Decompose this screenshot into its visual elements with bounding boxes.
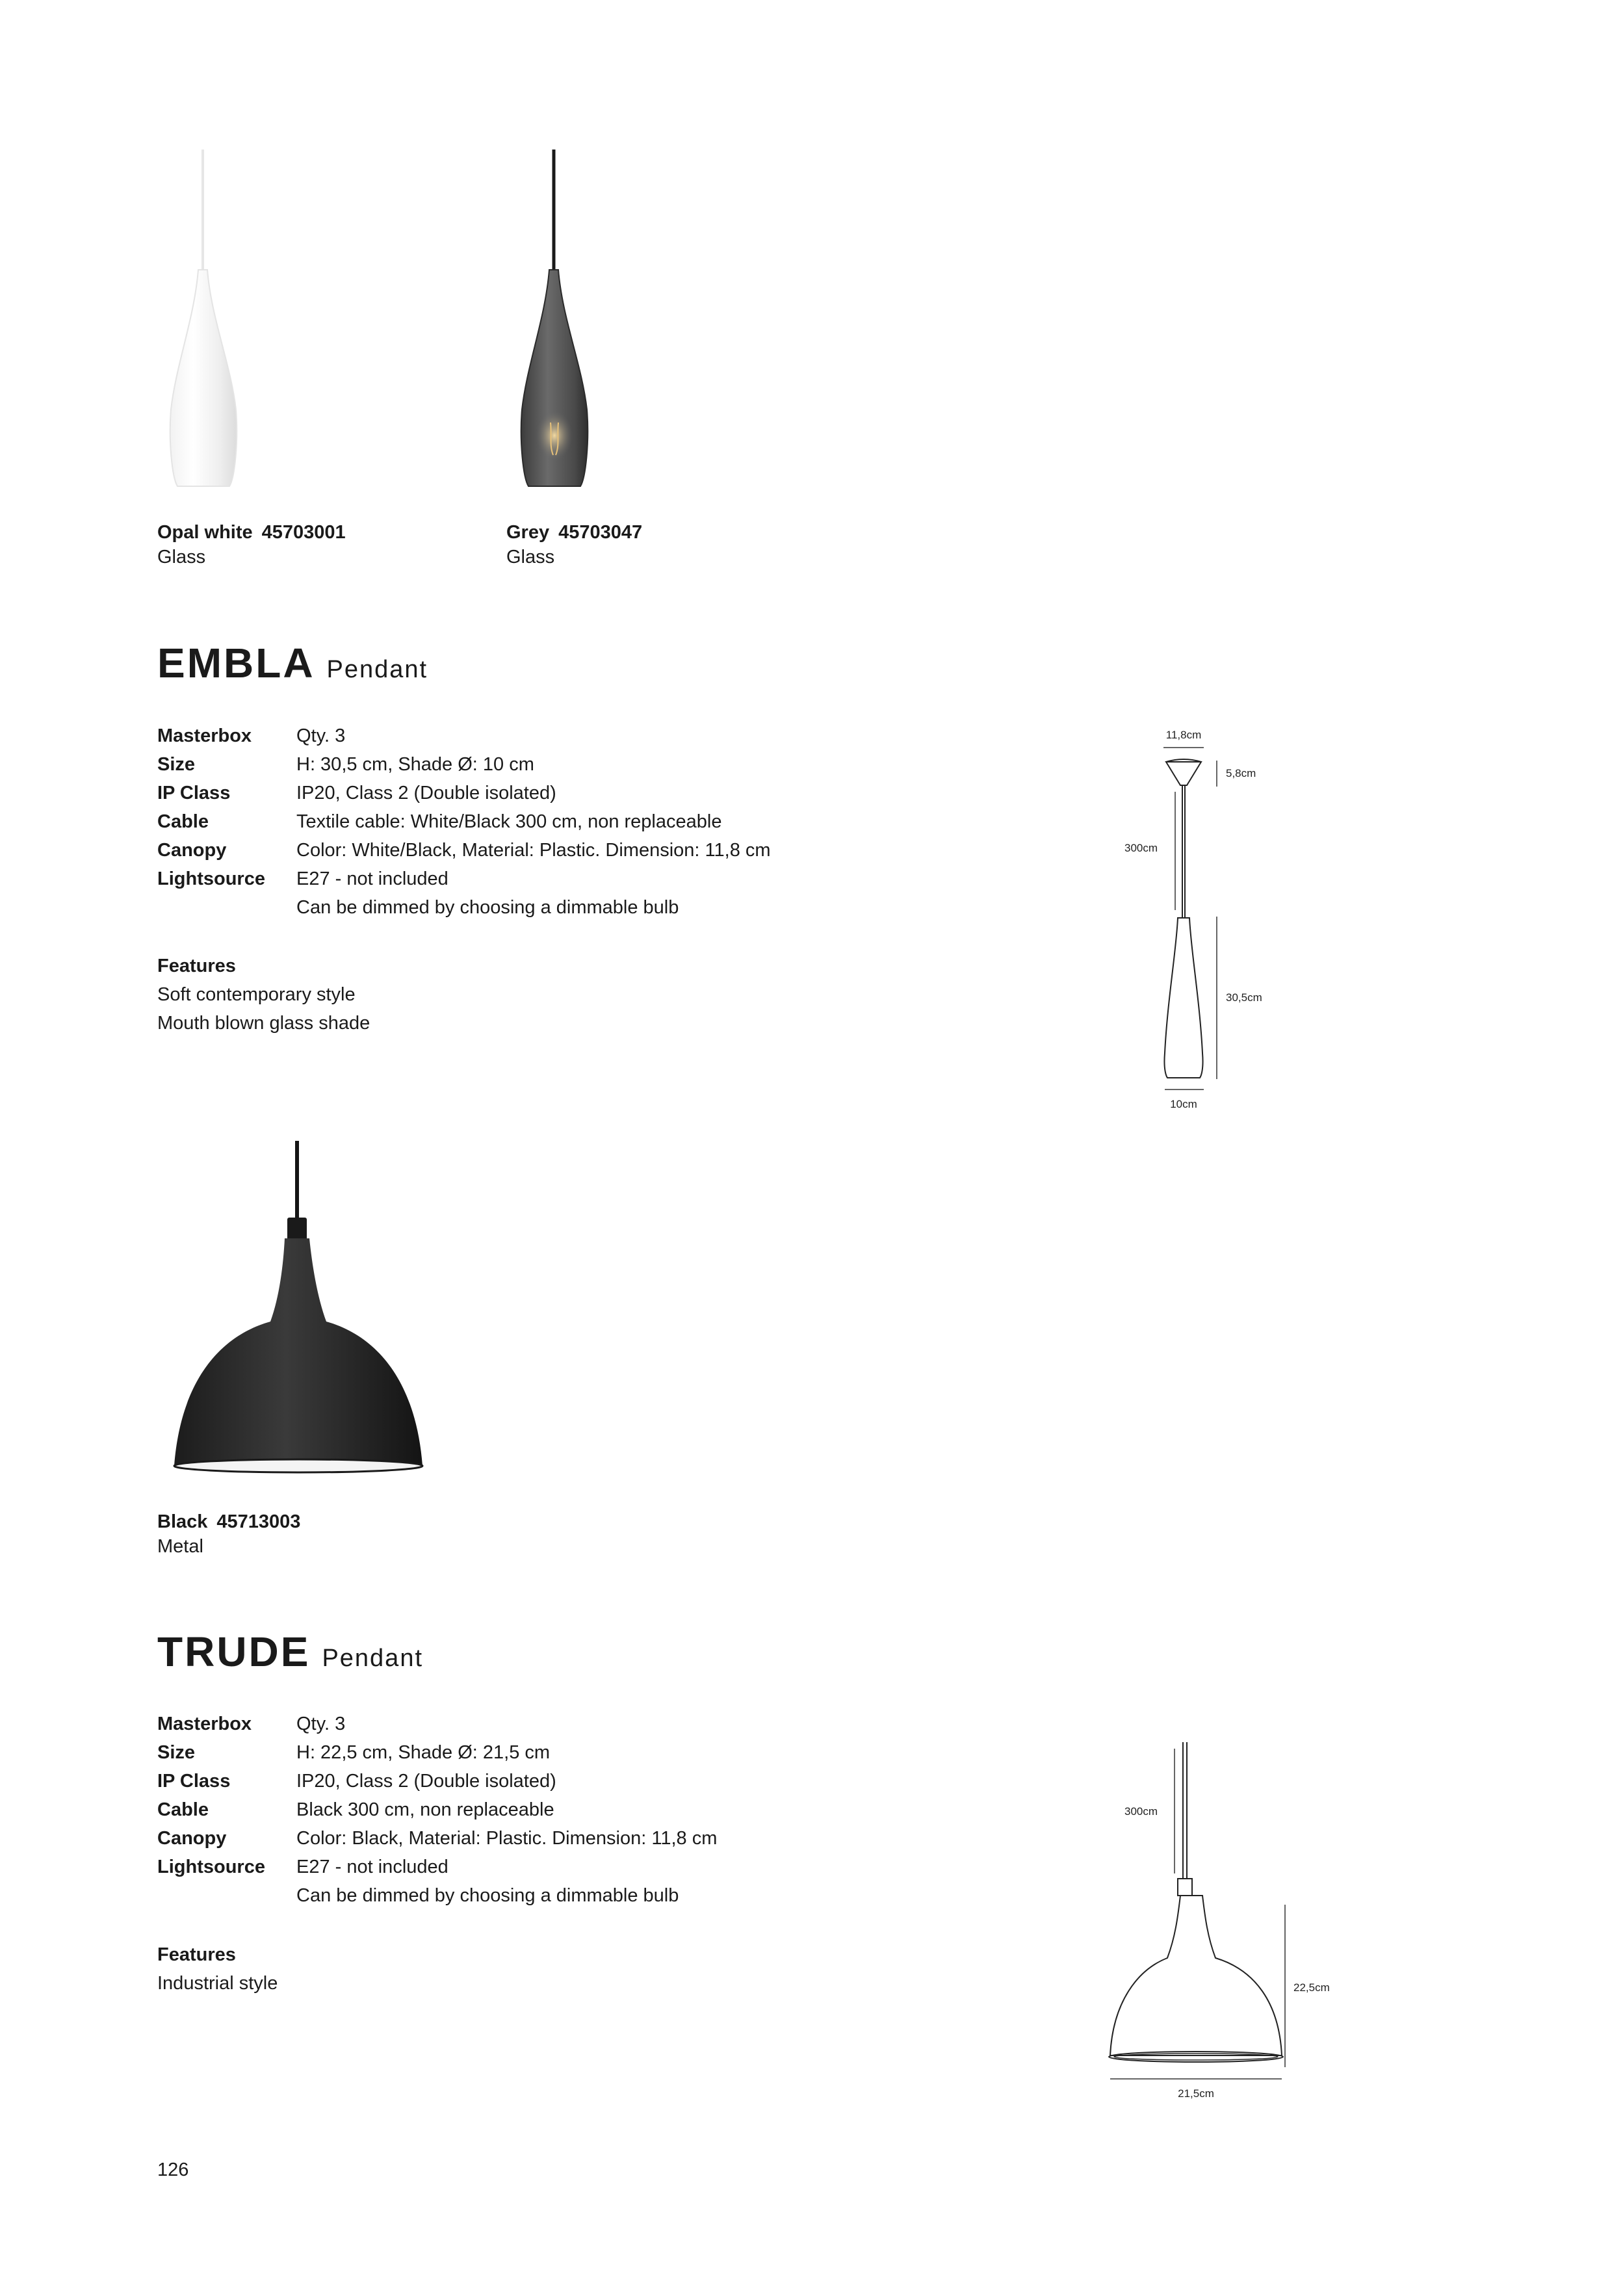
spec-key: Size <box>157 1742 196 1763</box>
spec-key: Cable <box>157 1799 209 1820</box>
spec-value: IP20, Class 2 (Double isolated) <box>296 1771 556 1792</box>
trude-title-block <box>157 1628 423 1682</box>
spec-value: H: 22,5 cm, Shade Ø: 21,5 cm <box>296 1742 551 1763</box>
embla-title-block <box>157 640 428 693</box>
dim-width: 21,5cm <box>1178 2087 1214 2100</box>
trude-spec-table <box>157 1710 717 1910</box>
embla-dimension-drawing <box>1105 715 1300 1131</box>
spec-row <box>157 1853 717 1881</box>
variant-code: 45713003 <box>216 1511 301 1532</box>
spec-value: Qty. 3 <box>296 725 346 746</box>
product-title: TRUDE <box>157 1628 311 1675</box>
features-title: Features <box>157 1944 236 1965</box>
dim-height: 30,5cm <box>1226 991 1262 1004</box>
spec-value: Qty. 3 <box>296 1714 346 1734</box>
feature-item: Soft contemporary style <box>157 984 356 1005</box>
spec-row <box>157 1767 717 1795</box>
page-number: 126 <box>157 2159 189 2180</box>
variant-code: 45703047 <box>558 522 643 543</box>
variant-color: Black <box>157 1511 208 1532</box>
feature-item: Mouth blown glass shade <box>157 1013 370 1034</box>
embla-spec-table <box>157 722 771 922</box>
spec-row <box>157 779 771 807</box>
product-title: EMBLA <box>157 640 315 686</box>
dim-canopy-height: 5,8cm <box>1226 767 1256 779</box>
variant-material: Glass <box>157 547 206 567</box>
variant-code: 45703001 <box>261 522 346 543</box>
spec-row <box>157 1738 717 1767</box>
spec-key <box>157 893 296 922</box>
dim-height: 22,5cm <box>1293 1981 1330 1994</box>
embla-opal-white-photo <box>146 150 302 494</box>
spec-key: Size <box>157 754 196 775</box>
spec-value: IP20, Class 2 (Double isolated) <box>296 783 556 803</box>
spec-value: Can be dimmed by choosing a dimmable bulb <box>296 897 679 918</box>
variant-material: Glass <box>506 547 555 567</box>
spec-key: Canopy <box>157 840 227 861</box>
variant-color: Grey <box>506 522 550 543</box>
spec-row <box>157 1824 717 1853</box>
trude-dimension-drawing <box>1105 1729 1352 2106</box>
dim-width: 10cm <box>1170 1098 1197 1110</box>
spec-row <box>157 1710 717 1738</box>
trude-black-photo <box>162 1141 442 1479</box>
variant-material: Metal <box>157 1536 203 1557</box>
variant-color: Opal white <box>157 522 253 543</box>
spec-row <box>157 750 771 779</box>
spec-value: H: 30,5 cm, Shade Ø: 10 cm <box>296 754 534 775</box>
spec-key: IP Class <box>157 1771 231 1792</box>
feature-item: Industrial style <box>157 1973 278 1994</box>
spec-key: IP Class <box>157 783 231 803</box>
spec-key: Canopy <box>157 1828 227 1849</box>
spec-key: Lightsource <box>157 868 265 889</box>
spec-row <box>157 807 771 836</box>
embla-grey-photo <box>497 150 653 494</box>
spec-value: E27 - not included <box>296 868 448 889</box>
features-title: Features <box>157 956 236 976</box>
product-subtitle: Pendant <box>322 1645 424 1672</box>
dim-cable: 300cm <box>1124 1805 1158 1818</box>
spec-value: Color: Black, Material: Plastic. Dimension: 11,8 cm <box>296 1828 718 1849</box>
embla-variant-opal-white <box>157 520 346 569</box>
trude-variant-black <box>157 1509 300 1559</box>
spec-row <box>157 722 771 750</box>
spec-key: Lightsource <box>157 1857 265 1877</box>
spec-row <box>157 836 771 865</box>
spec-row <box>157 1795 717 1824</box>
spec-key <box>157 1881 296 1910</box>
embla-features <box>157 952 370 1037</box>
spec-value: Color: White/Black, Material: Plastic. Dimension: 11,8 cm <box>296 840 771 861</box>
dim-canopy-width: 11,8cm <box>1165 729 1202 741</box>
spec-value: Black 300 cm, non replaceable <box>296 1799 554 1820</box>
dim-cable: 300cm <box>1124 842 1158 854</box>
spec-key: Cable <box>157 811 209 832</box>
spec-value: Can be dimmed by choosing a dimmable bulb <box>296 1885 679 1906</box>
spec-row <box>157 1881 717 1910</box>
spec-key: Masterbox <box>157 725 252 746</box>
embla-variant-grey <box>506 520 642 569</box>
spec-value: Textile cable: White/Black 300 cm, non replaceable <box>296 811 722 832</box>
trude-features <box>157 1940 278 1998</box>
spec-row <box>157 893 771 922</box>
product-subtitle: Pendant <box>326 656 428 683</box>
spec-row <box>157 865 771 893</box>
spec-value: E27 - not included <box>296 1857 448 1877</box>
spec-key: Masterbox <box>157 1714 252 1734</box>
